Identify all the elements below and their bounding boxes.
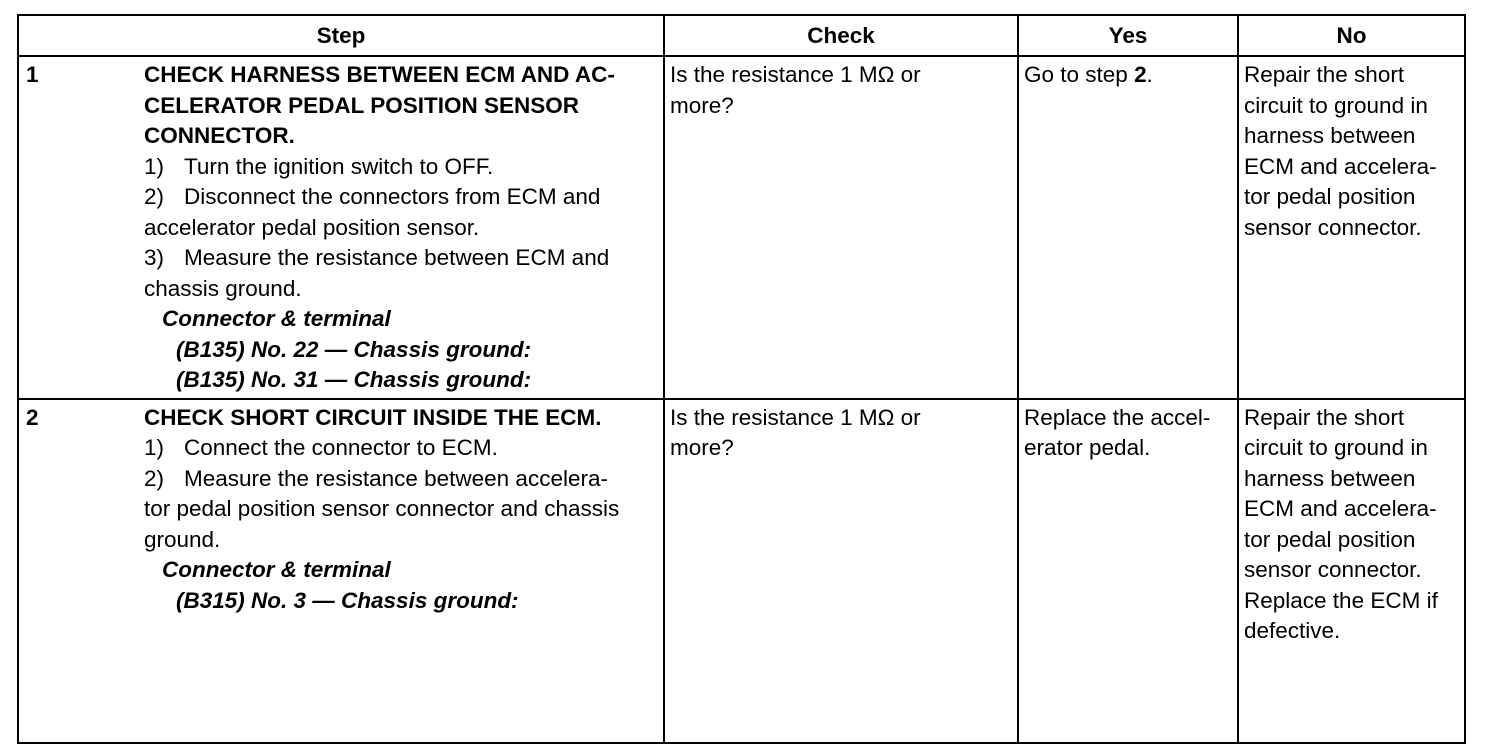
step-number: 1 (26, 62, 39, 87)
terminal-spec: (B135) No. 22 — Chassis ground: (176, 336, 532, 362)
header-row (18, 15, 1465, 56)
header-step: Step (18, 15, 664, 56)
table-row (18, 56, 1465, 399)
terminal-spec: (B315) No. 3 — Chassis ground: (176, 587, 519, 613)
step-cell (18, 399, 664, 743)
procedure-step: 1) Turn the ignition switch to OFF. (144, 153, 494, 179)
procedure-step: 2) Disconnect the connectors from ECM and accelerator pedal position sensor. (144, 184, 601, 240)
no-cell: Repair the short circuit to ground in harness between ECM and accelera- tor pedal position sensor connector. (1238, 56, 1465, 399)
terminal-spec: (B135) No. 31 — Chassis ground: (176, 367, 532, 392)
procedure-step: 1) Connect the connector to ECM. (144, 435, 498, 460)
no-cell: Repair the short circuit to ground in harness between ECM and accelera- tor pedal position sensor connector. Replace the ECM if defective. (1238, 399, 1465, 743)
header-yes: Yes (1018, 15, 1238, 56)
diagnostic-table (17, 14, 1466, 744)
procedure-step: 2) Measure the resistance between accelera- tor pedal position sensor connector and chassis ground. (144, 465, 620, 552)
connector-label: Connector & terminal (162, 557, 391, 582)
procedure-step: 3) Measure the resistance between ECM and chassis ground. (144, 245, 610, 301)
table-row (18, 399, 1465, 743)
check-cell: Is the resistance 1 MΩ or more? (664, 56, 1018, 399)
yes-cell: Replace the accel- erator pedal. (1018, 399, 1238, 743)
header-no: No (1238, 15, 1465, 56)
step-number: 2 (26, 404, 39, 430)
header-check: Check (664, 15, 1018, 56)
step-title: CHECK HARNESS BETWEEN ECM AND AC- CELERATOR PEDAL POSITION SENSOR CONNECTOR. (144, 62, 615, 148)
connector-label: Connector & terminal (162, 306, 391, 331)
step-reference: 2 (1134, 62, 1147, 87)
step-cell (18, 56, 664, 399)
check-cell: Is the resistance 1 MΩ or more? (664, 399, 1018, 743)
step-title: CHECK SHORT CIRCUIT INSIDE THE ECM. (144, 404, 602, 430)
yes-cell: Go to step 2. (1018, 56, 1238, 399)
